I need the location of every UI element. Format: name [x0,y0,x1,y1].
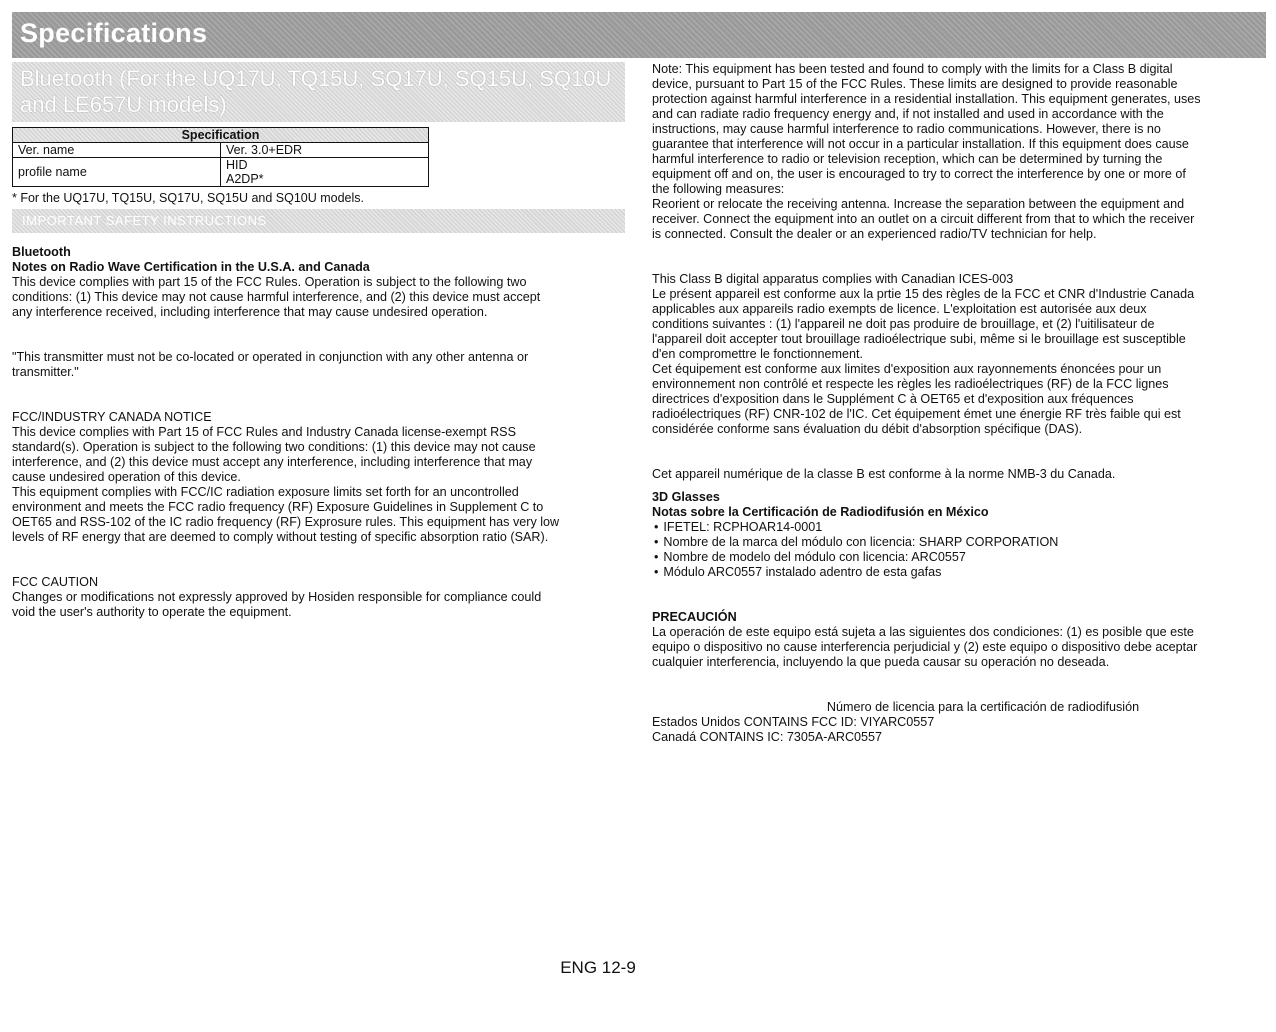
spec-table-header-row [13,128,429,143]
text-line: This Class B digital apparatus complies with Canadian ICES-003 [652,272,1014,286]
list-item: • Nombre de modelo del módulo con licencia: ARC0557 [652,550,1264,565]
notes-heading: Notes on Radio Wave Certification in the U.S.A. and Canada [12,260,370,274]
text-line: harmful interference to radio or television reception, which can be determined by turning the [652,152,1163,166]
text-line: Cet équipement est conforme aux limites d'exposition aux rayonnements énoncées pour un [652,362,1162,376]
text-line: Le présent appareil est conforme aux la prtie 15 des règles de la FCC et CNR d'Industrie Canada [652,287,1195,301]
glasses-heading: 3D Glasses [652,490,720,504]
mexico-list [652,520,1264,580]
text-line: cause undesired operation of this device. [12,470,241,484]
text-line: applicables aux appareils radio exempts de licence. L'exploitation est autorisée aux deux [652,302,1147,316]
text-line: OET65 and RSS-102 of the IC radio frequency (RF) Exprosure rules. This equipment has very low [12,515,560,529]
safety-section-header [12,209,625,233]
text-line: equipo o dispositivo no cause interferencia perjudicial y (2) este equipo o dispositivo debe aceptar [652,640,1198,654]
list-item: • Nombre de la marca del módulo con licencia: SHARP CORPORATION [652,535,1264,550]
table-cell-value: Ver. 3.0+EDR [221,143,429,158]
bluetooth-section-header [12,62,625,122]
bluetooth-heading: Bluetooth [12,245,71,259]
profile-hid: HID [226,158,248,172]
text-line: Canadá CONTAINS IC: 7305A-ARC0557 [652,730,883,744]
fcc-caution-heading: FCC CAUTION [12,575,99,589]
page-title-bar [12,12,1266,58]
list-item: • IFETEL: RCPHOAR14-0001 [652,520,1264,535]
mexico-heading: Notas sobre la Certificación de Radiodifusión en México [652,505,989,519]
text-line: void the user's authority to operate the equipment. [12,605,292,619]
text-line: Reorient or relocate the receiving antenna. Increase the separation between the equipment and [652,197,1185,211]
text-line: conditions: (1) This device may not cause harmful interference, and (2) this device must accept [12,290,541,304]
text-line: Note: This equipment has been tested and found to comply with the limits for a Class B digital [652,62,1173,76]
nmb-line: Cet appareil numérique de la classe B est conforme à la norme NMB-3 du Canada. [652,467,1116,481]
text-line: environnement non contrôlé et respecte les règles les radioélectriques (RF) de la FCC lignes [652,377,1169,391]
text-line: d'en compromettre le fonctionnement. [652,347,864,361]
profile-a2dp: A2DP* [226,172,264,186]
bluetooth-section-title: Bluetooth (For the UQ17U, TQ15U, SQ17U, SQ15U, SQ10U and LE657U models) [20,66,612,117]
text-line: receiver. Connect the equipment into an outlet on a circuit different from that to which the receiver [652,212,1195,226]
text-line: radioélectriques (RF) CNR-102 de l'IC. Cet équipement émet une énergie RF très faible qui est [652,407,1181,421]
table-row [13,158,429,187]
text-line: considérée conforme sans évaluation du débit d'absorption spécifique (DAS). [652,422,1083,436]
safety-section-title: IMPORTANT SAFETY INSTRUCTIONS [22,213,267,228]
table-row [13,143,429,158]
text-line: instructions, may cause harmful interference to radio communications. However, there is no [652,122,1161,136]
text-line: cualquier interferencia, incluyendo la que pueda causar su operación no deseada. [652,655,1110,669]
spec-table [12,127,429,187]
text-line: and can radiate radio frequency energy and, if not installed and used in accordance with the [652,107,1164,121]
text-line: guarantee that interference will not occur in a particular installation. If this equipment does cause [652,137,1189,151]
right-column [652,62,1264,745]
text-line: This device complies with Part 15 of FCC Rules and Industry Canada license-exempt RSS [12,425,516,439]
table-cell-label: Ver. name [13,143,221,158]
spec-table-header: Specification [13,128,429,143]
text-line: This equipment complies with FCC/IC radiation exposure limits set forth for an uncontrolled [12,485,519,499]
text-line: directrices d'exposition dans le Supplément C à OET65 et d'exposition aux fréquences [652,392,1134,406]
page-number: ENG 12-9 [560,958,636,977]
left-column [12,245,626,620]
page-title: Specifications [20,18,208,48]
spec-footnote: * For the UQ17U, TQ15U, SQ17U, SQ15U and SQ10U models. [12,191,365,205]
text-line: equipment off and on, the user is encouraged to try to correct the interference by one or more of [652,167,1186,181]
text-line: standard(s). Operation is subject to the following two conditions: (1) this device may not cause [12,440,536,454]
text-line: any interference received, including interference that may cause undesired operation. [12,305,488,319]
text-line: La operación de este equipo está sujeta a las siguientes dos condiciones: (1) es posible que este [652,625,1194,639]
text-line: conditions suivantes : (1) l'appareil ne doit pas produire de brouillage, et (2) l'uitilisateur de [652,317,1155,331]
table-cell-label: profile name [13,158,221,187]
table-cell-value [221,158,429,187]
text-line: is connected. Consult the dealer or an experienced radio/TV technician for help. [652,227,1097,241]
text-line: "This transmitter must not be co-located or operated in conjunction with any other antenna or [12,350,529,364]
text-line: This device complies with part 15 of the FCC Rules. Operation is subject to the following two [12,275,527,289]
text-line: l'appareil doit accepter tout brouillage radioélectrique subi, même si le brouillage est susceptible [652,332,1186,346]
fcc-ic-heading: FCC/INDUSTRY CANADA NOTICE [12,410,212,424]
text-line: interference, and (2) this device must accept any interference, including interference that may [12,455,533,469]
license-heading: Número de licencia para la certificación de radiodifusión [826,700,1140,714]
text-line: levels of RF energy that are deemed to comply without testing of specific absorption ratio (SAR). [12,530,549,544]
precaucion-heading: PRECAUCIÓN [652,610,737,624]
list-item: • Módulo ARC0557 instalado adentro de esta gafas [652,565,1264,580]
text-line: environment and meets the FCC radio frequency (RF) Exposure Guidelines in Supplement C to [12,500,544,514]
text-line: Estados Unidos CONTAINS FCC ID: VIYARC0557 [652,715,935,729]
text-line: transmitter." [12,365,79,379]
text-line: device, pursuant to Part 15 of the FCC Rules. These limits are designed to provide reasonable [652,77,1178,91]
text-line: the following measures: [652,182,785,196]
text-line: protection against harmful interference in a residential installation. This equipment generates, uses [652,92,1201,106]
text-line: Changes or modifications not expressly approved by Hosiden responsible for compliance could [12,590,542,604]
